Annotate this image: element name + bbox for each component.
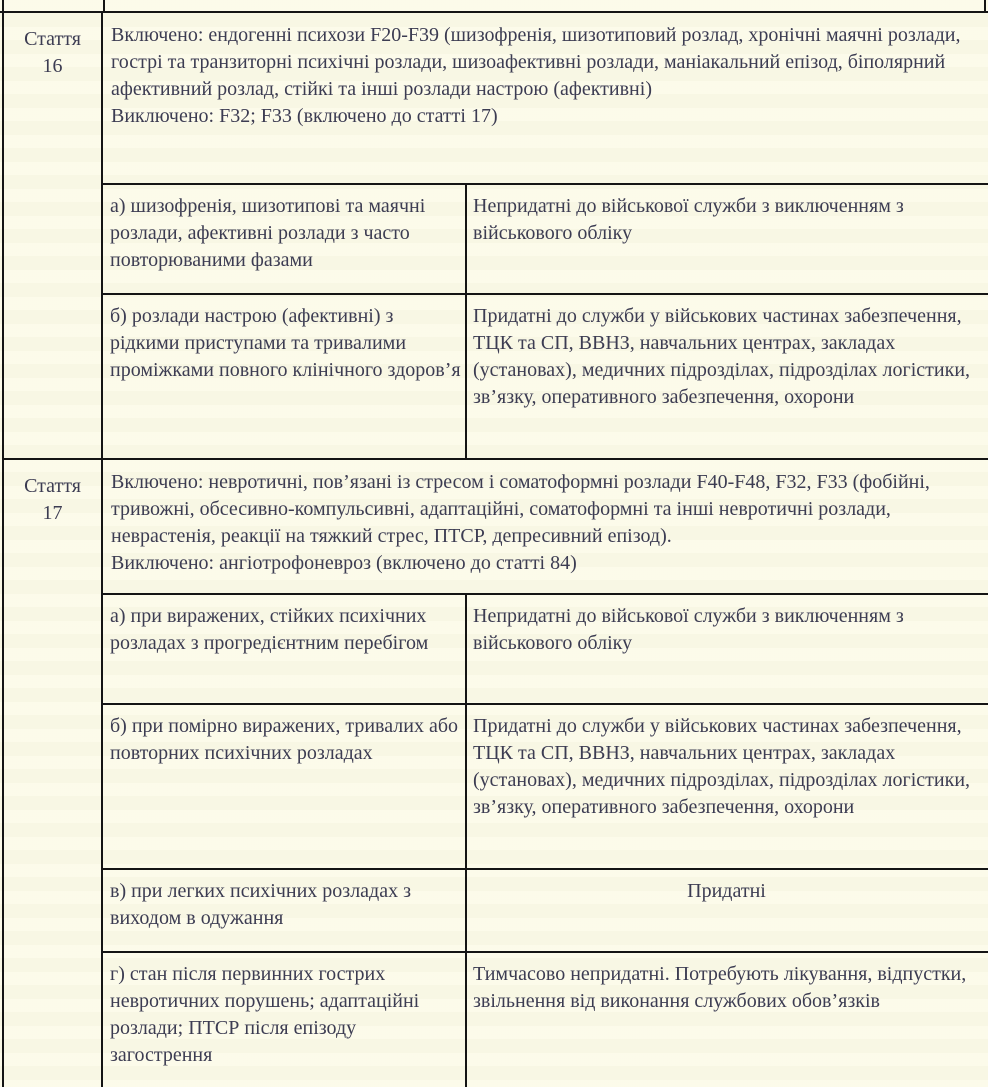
condition-cell: б) розлади настрою (афективні) з рідкими приступами та тривалими проміжками повного клінічного здоров’я	[110, 305, 461, 381]
article-label: Стаття	[24, 475, 81, 497]
table-right-border-fragment	[984, 0, 986, 11]
article-label: Стаття	[24, 28, 81, 50]
verdict-cell: Тимчасово непридатні. Потребують лікування, відпустки, звільнення від виконання службових обов’язків	[465, 953, 988, 1087]
condition-cell: г) стан після первинних гострих невротичних порушень; адаптаційні розлади; ПТСР після епізоду загострення	[110, 963, 420, 1066]
included-text: Включено: невротичні, пов’язані із стресом і соматоформні розлади F40-F48, F32, F33 (фобійні, тривожні, обсесивно-компульсивні, адаптаційні, соматоформні та інші невротичні розлади, неврастенія, реакції на тяжкий стрес, ПТСР, депресивний епізод).	[111, 471, 930, 547]
excluded-text: Виключено: ангіотрофоневроз (включено до статті 84)	[111, 552, 577, 574]
verdict-cell: Придатні до служби у військових частинах забезпечення, ТЦК та СП, ВВНЗ, навчальних центрах, закладах (установах), медичних підрозділах, підрозділах логістики, зв’язку, оперативного забезпечення, охорони	[465, 295, 988, 458]
article-17-scope-cell	[103, 460, 988, 593]
included-text: Включено: ендогенні психози F20-F39 (шизофренія, шизотиповий розлад, хронічні маячні розлади, гострі та транзиторні психічні розлади, шизоафективні розлади, маніакальний епізод, біполярний афективний розлад, стійкі та інші розлади настрою (афективні)	[111, 24, 961, 100]
article-16-number-cell	[4, 13, 103, 458]
condition-cell: а) при виражених, стійких психічних розладах з прогредієнтним перебігом	[110, 605, 429, 654]
excluded-text: Виключено: F32; F33 (включено до статті 17)	[111, 105, 498, 127]
verdict-cell: Непридатні до військової служби з виключенням з військового обліку	[465, 185, 988, 293]
verdict-cell: Непридатні до військової служби з виключенням з військового обліку	[465, 595, 988, 703]
cropped-previous-row	[0, 0, 988, 13]
table-row	[103, 951, 988, 1087]
article-number: 16	[42, 55, 63, 77]
table-row	[103, 703, 988, 868]
table-left-border-fragment	[2, 0, 4, 11]
verdict-cell: Придатні	[465, 870, 988, 951]
table-row	[103, 293, 988, 458]
condition-cell: б) при помірно виражених, тривалих або повторних психічних розладах	[110, 715, 458, 764]
condition-cell: в) при легких психічних розладах з виходом в одужання	[110, 880, 412, 929]
table-row	[103, 183, 988, 293]
article-17-block	[2, 458, 988, 1087]
article-16-scope-cell	[103, 13, 988, 183]
condition-cell: а) шизофренія, шизотипові та маячні розлади, афективні розлади з часто повторюваними фазами	[110, 195, 426, 271]
article-17-number-cell	[4, 460, 103, 1087]
column-divider-fragment	[103, 0, 105, 11]
article-16-content	[103, 13, 988, 458]
article-number: 17	[42, 502, 63, 524]
table-row	[103, 868, 988, 951]
table-row	[103, 593, 988, 703]
article-17-content	[103, 460, 988, 1087]
article-16-block	[2, 13, 988, 458]
verdict-cell: Придатні до служби у військових частинах забезпечення, ТЦК та СП, ВВНЗ, навчальних центрах, закладах (установах), медичних підрозділах, підрозділах логістики, зв’язку, оперативного забезпечення, охорони	[465, 705, 988, 868]
